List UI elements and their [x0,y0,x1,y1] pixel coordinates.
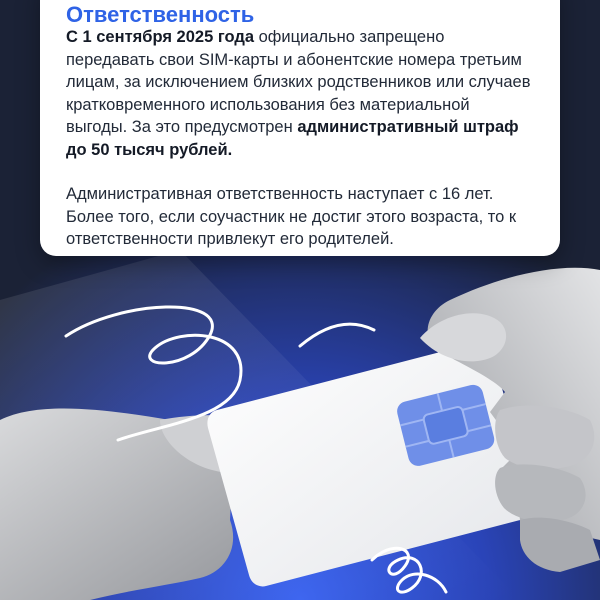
card-heading: Ответственность [66,2,255,24]
fine-highlight: административный штраф до 50 тысяч рублей. [66,118,519,159]
info-card [40,0,560,256]
paragraph-fine-text: официально запрещено передавать свои SIM-карты и абонентские номера третьим лицам, за исключением близких родственников или случаев кратковременного использования без материальной выгоды. За это предусмотрен [66,28,531,136]
date-highlight: С 1 сентября 2025 года [66,28,255,46]
paragraph-age: Административная ответственность наступает с 16 лет. Более того, если соучастник не достиг этого возраста, то к ответственности привлекут его родителей. [66,185,517,248]
paragraph-fine [66,26,534,161]
